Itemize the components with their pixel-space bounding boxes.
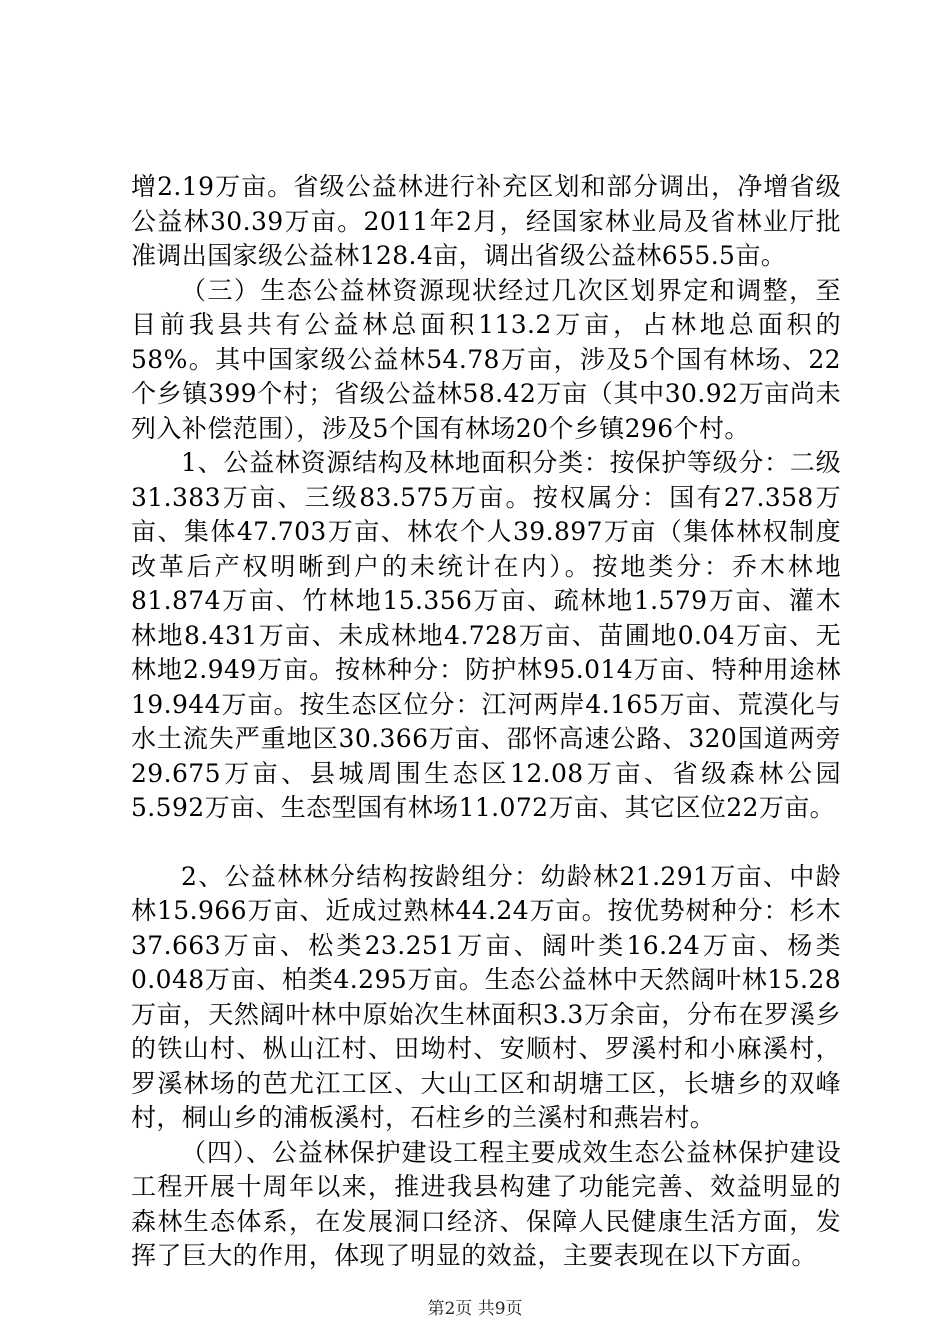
paragraph-stand-structure: 2、公益林林分结构按龄组分：幼龄林21.291万亩、中龄林15.966万亩、近成过熟林44.24万亩。按优势树种分：杉木37.663万亩、松类23.251万亩、阔叶类16.24万亩、杨类0.048万亩、柏类4.295万亩。生态公益林中天然阔叶林15.28万亩，天然阔叶林中原始次生林面积3.3万余亩，分布在罗溪乡的铁山村、枞山江村、田坳村、安顺村、罗溪村和小麻溪村，罗溪林场的芭尤江工区、大山工区和胡塘工区，长塘乡的双峰村，桐山乡的浦板溪村，石柱乡的兰溪村和燕岩村。	[131, 861, 841, 1132]
paragraph-section-3: （三）生态公益林资源现状经过几次区划界定和调整，至目前我县共有公益林总面积113.2万亩，占林地总面积的58%。其中国家级公益林54.78万亩，涉及5个国有林场、22个乡镇399个村；省级公益林58.42万亩（其中30.92万亩尚未列入补偿范围），涉及5个国有林场20个乡镇296个村。	[131, 275, 841, 443]
paragraph-section-4: （四）、公益林保护建设工程主要成效生态公益林保护建设工程开展十周年以来，推进我县构建了功能完善、效益明显的森林生态体系，在发展洞口经济、保障人民健康生活方面，发挥了巨大的作用，体现了明显的效益，主要表现在以下方面。	[131, 1137, 841, 1270]
paragraph-resource-structure: 1、公益林资源结构及林地面积分类：按保护等级分：二级31.383万亩、三级83.575万亩。按权属分：国有27.358万亩、集体47.703万亩、林农个人39.897万亩（集体林权制度改革后产权明晰到户的未统计在内）。按地类分：乔木林地81.874万亩、竹林地15.356万亩、疏林地1.579万亩、灌木林地8.431万亩、未成林地4.728万亩、苗圃地0.04万亩、无林地2.949万亩。按林种分：防护林95.014万亩、特种用途林19.944万亩。按生态区位分：江河两岸4.165万亩、荒漠化与水土流失严重地区30.366万亩、邵怀高速公路、320国道两旁29.675万亩、县城周围生态区12.08万亩、省级森林公园5.592万亩、生态型国有林场11.072万亩、其它区位22万亩。	[131, 448, 841, 822]
paragraph-continuation: 增2.19万亩。省级公益林进行补充区划和部分调出，净增省级公益林30.39万亩。2011年2月，经国家林业局及省林业厅批准调出国家级公益林128.4亩，调出省级公益林655.5亩。	[131, 172, 841, 270]
document-body	[131, 170, 841, 1274]
page-number-footer: 第2页 共9页	[427, 1299, 523, 1319]
